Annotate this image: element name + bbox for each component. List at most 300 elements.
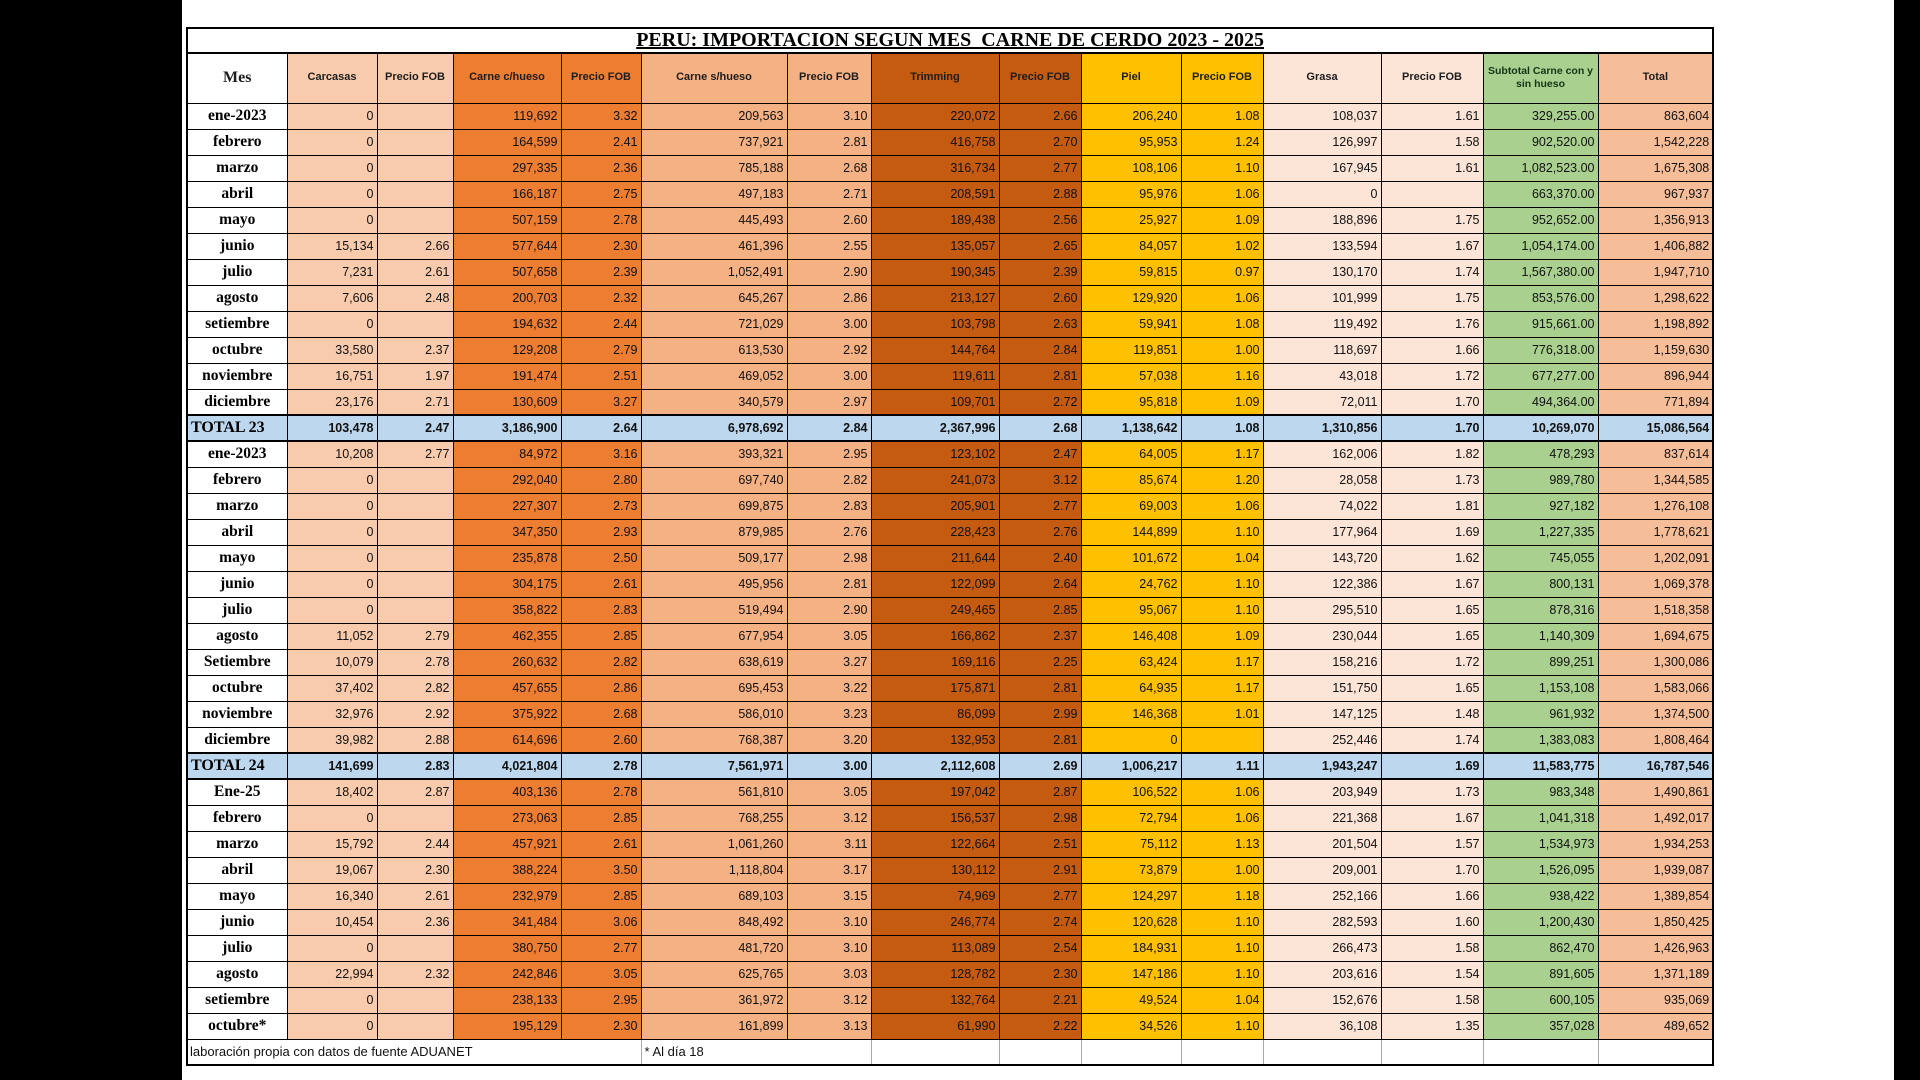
value-cell[interactable]: 1.61 xyxy=(1381,155,1483,181)
value-cell[interactable]: 0 xyxy=(1263,181,1381,207)
value-cell[interactable]: 0 xyxy=(287,545,377,571)
value-cell[interactable]: 1,052,491 xyxy=(641,259,787,285)
value-cell[interactable]: 1.72 xyxy=(1381,649,1483,675)
value-cell[interactable]: 260,632 xyxy=(453,649,561,675)
value-cell[interactable]: 645,267 xyxy=(641,285,787,311)
value-cell[interactable]: 57,038 xyxy=(1081,363,1181,389)
value-cell[interactable]: 2.65 xyxy=(999,233,1081,259)
value-cell[interactable]: 494,364.00 xyxy=(1483,389,1598,415)
month-cell[interactable]: marzo xyxy=(187,831,287,857)
value-cell[interactable]: 32,976 xyxy=(287,701,377,727)
value-cell[interactable]: 201,504 xyxy=(1263,831,1381,857)
value-cell[interactable]: 961,932 xyxy=(1483,701,1598,727)
value-cell[interactable]: 1.16 xyxy=(1181,363,1263,389)
value-cell[interactable]: 1.09 xyxy=(1181,389,1263,415)
value-cell[interactable]: 2.71 xyxy=(787,181,871,207)
month-cell[interactable]: febrero xyxy=(187,805,287,831)
value-cell[interactable]: 1,492,017 xyxy=(1598,805,1713,831)
value-cell[interactable]: 2.64 xyxy=(999,571,1081,597)
value-cell[interactable]: 1,344,585 xyxy=(1598,467,1713,493)
value-cell[interactable]: 1.06 xyxy=(1181,805,1263,831)
value-cell[interactable]: 2.75 xyxy=(561,181,641,207)
value-cell[interactable]: 120,628 xyxy=(1081,909,1181,935)
value-cell[interactable]: 938,422 xyxy=(1483,883,1598,909)
value-cell[interactable]: 2.73 xyxy=(561,493,641,519)
value-cell[interactable]: 1.65 xyxy=(1381,623,1483,649)
month-cell[interactable]: julio xyxy=(187,259,287,285)
col-header-carne-chueso[interactable]: Carne c/hueso xyxy=(453,53,561,103)
value-cell[interactable]: 2.61 xyxy=(377,259,453,285)
value-cell[interactable]: 124,297 xyxy=(1081,883,1181,909)
month-cell[interactable]: junio xyxy=(187,909,287,935)
value-cell[interactable]: 1.17 xyxy=(1181,675,1263,701)
value-cell[interactable]: 69,003 xyxy=(1081,493,1181,519)
value-cell[interactable]: 2.80 xyxy=(561,467,641,493)
value-cell[interactable]: 10,208 xyxy=(287,441,377,467)
value-cell[interactable]: 129,920 xyxy=(1081,285,1181,311)
value-cell[interactable]: 0 xyxy=(287,935,377,961)
value-cell[interactable]: 169,116 xyxy=(871,649,999,675)
value-cell[interactable]: 101,672 xyxy=(1081,545,1181,571)
value-cell[interactable]: 36,108 xyxy=(1263,1013,1381,1039)
value-cell[interactable]: 10,269,070 xyxy=(1483,415,1598,441)
value-cell[interactable]: 785,188 xyxy=(641,155,787,181)
value-cell[interactable]: 132,953 xyxy=(871,727,999,753)
value-cell[interactable]: 613,530 xyxy=(641,337,787,363)
value-cell[interactable] xyxy=(377,467,453,493)
value-cell[interactable]: 273,063 xyxy=(453,805,561,831)
value-cell[interactable]: 2.82 xyxy=(787,467,871,493)
value-cell[interactable]: 2.92 xyxy=(377,701,453,727)
value-cell[interactable]: 1,054,174.00 xyxy=(1483,233,1598,259)
value-cell[interactable]: 1,534,973 xyxy=(1483,831,1598,857)
value-cell[interactable]: 1.04 xyxy=(1181,987,1263,1013)
value-cell[interactable]: 2.82 xyxy=(377,675,453,701)
month-cell[interactable]: setiembre xyxy=(187,987,287,1013)
value-cell[interactable]: 1.67 xyxy=(1381,805,1483,831)
value-cell[interactable]: 86,099 xyxy=(871,701,999,727)
value-cell[interactable]: 119,692 xyxy=(453,103,561,129)
value-cell[interactable]: 1.06 xyxy=(1181,181,1263,207)
value-cell[interactable]: 2.98 xyxy=(787,545,871,571)
month-cell[interactable]: julio xyxy=(187,935,287,961)
value-cell[interactable]: 191,474 xyxy=(453,363,561,389)
value-cell[interactable]: 1,943,247 xyxy=(1263,753,1381,779)
value-cell[interactable]: 2.77 xyxy=(999,493,1081,519)
value-cell[interactable]: 2.88 xyxy=(999,181,1081,207)
value-cell[interactable]: 2.81 xyxy=(787,129,871,155)
value-cell[interactable]: 228,423 xyxy=(871,519,999,545)
value-cell[interactable]: 3.10 xyxy=(787,103,871,129)
value-cell[interactable]: 1,227,335 xyxy=(1483,519,1598,545)
value-cell[interactable]: 2.78 xyxy=(561,207,641,233)
value-cell[interactable]: 108,037 xyxy=(1263,103,1381,129)
value-cell[interactable] xyxy=(377,935,453,961)
value-cell[interactable]: 195,129 xyxy=(453,1013,561,1039)
value-cell[interactable]: 1.20 xyxy=(1181,467,1263,493)
value-cell[interactable]: 61,990 xyxy=(871,1013,999,1039)
value-cell[interactable] xyxy=(377,181,453,207)
value-cell[interactable]: 74,022 xyxy=(1263,493,1381,519)
value-cell[interactable]: 122,099 xyxy=(871,571,999,597)
value-cell[interactable]: 151,750 xyxy=(1263,675,1381,701)
value-cell[interactable]: 677,277.00 xyxy=(1483,363,1598,389)
month-cell[interactable]: junio xyxy=(187,571,287,597)
value-cell[interactable]: 295,510 xyxy=(1263,597,1381,623)
value-cell[interactable]: 721,029 xyxy=(641,311,787,337)
value-cell[interactable]: 143,720 xyxy=(1263,545,1381,571)
value-cell[interactable]: 119,492 xyxy=(1263,311,1381,337)
value-cell[interactable]: 1,939,087 xyxy=(1598,857,1713,883)
col-header-grasa[interactable]: Grasa xyxy=(1263,53,1381,103)
value-cell[interactable]: 15,792 xyxy=(287,831,377,857)
value-cell[interactable]: 2.51 xyxy=(999,831,1081,857)
value-cell[interactable]: 1.58 xyxy=(1381,935,1483,961)
value-cell[interactable]: 7,231 xyxy=(287,259,377,285)
value-cell[interactable]: 2.85 xyxy=(561,805,641,831)
value-cell[interactable]: 3.12 xyxy=(787,805,871,831)
value-cell[interactable]: 75,112 xyxy=(1081,831,1181,857)
value-cell[interactable]: 3.03 xyxy=(787,961,871,987)
value-cell[interactable]: 625,765 xyxy=(641,961,787,987)
value-cell[interactable]: 123,102 xyxy=(871,441,999,467)
value-cell[interactable]: 0.97 xyxy=(1181,259,1263,285)
value-cell[interactable]: 0 xyxy=(287,103,377,129)
value-cell[interactable]: 489,652 xyxy=(1598,1013,1713,1039)
value-cell[interactable]: 3.32 xyxy=(561,103,641,129)
value-cell[interactable]: 1.60 xyxy=(1381,909,1483,935)
value-cell[interactable]: 0 xyxy=(287,207,377,233)
value-cell[interactable]: 2.47 xyxy=(999,441,1081,467)
value-cell[interactable]: 2.88 xyxy=(377,727,453,753)
value-cell[interactable]: 0 xyxy=(287,805,377,831)
col-header-subtotal-carne[interactable]: Subtotal Carne con y sin hueso xyxy=(1483,53,1598,103)
value-cell[interactable]: 203,949 xyxy=(1263,779,1381,805)
value-cell[interactable]: 837,614 xyxy=(1598,441,1713,467)
value-cell[interactable]: 1.02 xyxy=(1181,233,1263,259)
value-cell[interactable]: 461,396 xyxy=(641,233,787,259)
value-cell[interactable]: 695,453 xyxy=(641,675,787,701)
value-cell[interactable]: 1,389,854 xyxy=(1598,883,1713,909)
value-cell[interactable]: 184,931 xyxy=(1081,935,1181,961)
value-cell[interactable]: 147,125 xyxy=(1263,701,1381,727)
value-cell[interactable] xyxy=(377,1013,453,1039)
value-cell[interactable]: 457,921 xyxy=(453,831,561,857)
col-header-carne-shueso[interactable]: Carne s/hueso xyxy=(641,53,787,103)
value-cell[interactable]: 2.60 xyxy=(561,727,641,753)
value-cell[interactable]: 663,370.00 xyxy=(1483,181,1598,207)
value-cell[interactable]: 2.54 xyxy=(999,935,1081,961)
value-cell[interactable]: 1.06 xyxy=(1181,779,1263,805)
month-cell[interactable]: mayo xyxy=(187,207,287,233)
value-cell[interactable]: 1,808,464 xyxy=(1598,727,1713,753)
value-cell[interactable]: 203,616 xyxy=(1263,961,1381,987)
value-cell[interactable]: 2.77 xyxy=(999,883,1081,909)
value-cell[interactable]: 19,067 xyxy=(287,857,377,883)
col-header-precio-fob-3[interactable]: Precio FOB xyxy=(787,53,871,103)
value-cell[interactable]: 1.67 xyxy=(1381,233,1483,259)
value-cell[interactable]: 2.92 xyxy=(787,337,871,363)
month-cell[interactable]: Ene-25 xyxy=(187,779,287,805)
value-cell[interactable]: 2.60 xyxy=(787,207,871,233)
col-header-mes[interactable]: Mes xyxy=(187,53,287,103)
value-cell[interactable]: 39,982 xyxy=(287,727,377,753)
value-cell[interactable]: 2.61 xyxy=(377,883,453,909)
value-cell[interactable]: 1.08 xyxy=(1181,311,1263,337)
value-cell[interactable] xyxy=(377,103,453,129)
value-cell[interactable]: 4,021,804 xyxy=(453,753,561,779)
value-cell[interactable]: 1.66 xyxy=(1381,883,1483,909)
value-cell[interactable]: 72,011 xyxy=(1263,389,1381,415)
value-cell[interactable]: 1.74 xyxy=(1381,259,1483,285)
value-cell[interactable]: 1,934,253 xyxy=(1598,831,1713,857)
value-cell[interactable]: 7,606 xyxy=(287,285,377,311)
value-cell[interactable]: 130,170 xyxy=(1263,259,1381,285)
value-cell[interactable]: 3.20 xyxy=(787,727,871,753)
value-cell[interactable]: 103,478 xyxy=(287,415,377,441)
value-cell[interactable]: 49,524 xyxy=(1081,987,1181,1013)
value-cell[interactable]: 1.73 xyxy=(1381,779,1483,805)
value-cell[interactable]: 2.77 xyxy=(999,155,1081,181)
value-cell[interactable]: 1.67 xyxy=(1381,571,1483,597)
value-cell[interactable]: 1.10 xyxy=(1181,155,1263,181)
value-cell[interactable]: 3.11 xyxy=(787,831,871,857)
value-cell[interactable]: 1.10 xyxy=(1181,961,1263,987)
value-cell[interactable]: 2.68 xyxy=(561,701,641,727)
value-cell[interactable]: 380,750 xyxy=(453,935,561,961)
value-cell[interactable]: 2.84 xyxy=(999,337,1081,363)
value-cell[interactable]: 952,652.00 xyxy=(1483,207,1598,233)
value-cell[interactable]: 1.08 xyxy=(1181,415,1263,441)
col-header-precio-fob-5[interactable]: Precio FOB xyxy=(1181,53,1263,103)
value-cell[interactable]: 1,374,500 xyxy=(1598,701,1713,727)
col-header-carcasas[interactable]: Carcasas xyxy=(287,53,377,103)
value-cell[interactable]: 507,159 xyxy=(453,207,561,233)
value-cell[interactable]: 84,057 xyxy=(1081,233,1181,259)
value-cell[interactable]: 188,896 xyxy=(1263,207,1381,233)
value-cell[interactable]: 2.61 xyxy=(561,571,641,597)
value-cell[interactable]: 161,899 xyxy=(641,1013,787,1039)
value-cell[interactable]: 1.57 xyxy=(1381,831,1483,857)
value-cell[interactable]: 358,822 xyxy=(453,597,561,623)
value-cell[interactable]: 1.75 xyxy=(1381,207,1483,233)
value-cell[interactable]: 1,526,095 xyxy=(1483,857,1598,883)
value-cell[interactable]: 416,758 xyxy=(871,129,999,155)
value-cell[interactable]: 462,355 xyxy=(453,623,561,649)
value-cell[interactable]: 1,300,086 xyxy=(1598,649,1713,675)
value-cell[interactable]: 1.76 xyxy=(1381,311,1483,337)
value-cell[interactable]: 341,484 xyxy=(453,909,561,935)
value-cell[interactable]: 3,186,900 xyxy=(453,415,561,441)
value-cell[interactable]: 2.86 xyxy=(561,675,641,701)
value-cell[interactable]: 1.10 xyxy=(1181,1013,1263,1039)
value-cell[interactable]: 1.72 xyxy=(1381,363,1483,389)
value-cell[interactable]: 2.86 xyxy=(787,285,871,311)
value-cell[interactable]: 2.30 xyxy=(561,233,641,259)
value-cell[interactable]: 3.12 xyxy=(787,987,871,1013)
value-cell[interactable]: 1.18 xyxy=(1181,883,1263,909)
value-cell[interactable]: 297,335 xyxy=(453,155,561,181)
value-cell[interactable] xyxy=(377,129,453,155)
value-cell[interactable]: 0 xyxy=(287,571,377,597)
value-cell[interactable]: 59,941 xyxy=(1081,311,1181,337)
value-cell[interactable]: 1.10 xyxy=(1181,909,1263,935)
value-cell[interactable]: 2.39 xyxy=(561,259,641,285)
value-cell[interactable]: 1.61 xyxy=(1381,103,1483,129)
value-cell[interactable]: 1,850,425 xyxy=(1598,909,1713,935)
value-cell[interactable]: 375,922 xyxy=(453,701,561,727)
month-cell[interactable]: ene-2023 xyxy=(187,441,287,467)
value-cell[interactable]: 1,118,804 xyxy=(641,857,787,883)
value-cell[interactable]: 2.82 xyxy=(561,649,641,675)
value-cell[interactable]: 1,198,892 xyxy=(1598,311,1713,337)
value-cell[interactable]: 1.04 xyxy=(1181,545,1263,571)
value-cell[interactable]: 3.23 xyxy=(787,701,871,727)
value-cell[interactable]: 1.10 xyxy=(1181,935,1263,961)
value-cell[interactable]: 745,055 xyxy=(1483,545,1598,571)
value-cell[interactable]: 241,073 xyxy=(871,467,999,493)
value-cell[interactable]: 10,454 xyxy=(287,909,377,935)
value-cell[interactable]: 64,935 xyxy=(1081,675,1181,701)
value-cell[interactable]: 2.78 xyxy=(561,753,641,779)
value-cell[interactable]: 1.65 xyxy=(1381,675,1483,701)
value-cell[interactable]: 18,402 xyxy=(287,779,377,805)
value-cell[interactable]: 1.13 xyxy=(1181,831,1263,857)
value-cell[interactable]: 197,042 xyxy=(871,779,999,805)
value-cell[interactable]: 1,069,378 xyxy=(1598,571,1713,597)
value-cell[interactable]: 519,494 xyxy=(641,597,787,623)
value-cell[interactable]: 129,208 xyxy=(453,337,561,363)
value-cell[interactable]: 164,599 xyxy=(453,129,561,155)
value-cell[interactable]: 235,878 xyxy=(453,545,561,571)
value-cell[interactable]: 205,901 xyxy=(871,493,999,519)
value-cell[interactable]: 130,609 xyxy=(453,389,561,415)
value-cell[interactable]: 119,851 xyxy=(1081,337,1181,363)
value-cell[interactable]: 677,954 xyxy=(641,623,787,649)
value-cell[interactable]: 1.70 xyxy=(1381,415,1483,441)
value-cell[interactable]: 1,041,318 xyxy=(1483,805,1598,831)
value-cell[interactable]: 22,994 xyxy=(287,961,377,987)
value-cell[interactable]: 1,298,622 xyxy=(1598,285,1713,311)
value-cell[interactable]: 2.68 xyxy=(787,155,871,181)
value-cell[interactable]: 109,701 xyxy=(871,389,999,415)
value-cell[interactable]: 2.81 xyxy=(787,571,871,597)
value-cell[interactable]: 1.10 xyxy=(1181,519,1263,545)
value-cell[interactable]: 230,044 xyxy=(1263,623,1381,649)
value-cell[interactable]: 28,058 xyxy=(1263,467,1381,493)
value-cell[interactable]: 1.17 xyxy=(1181,649,1263,675)
value-cell[interactable]: 304,175 xyxy=(453,571,561,597)
value-cell[interactable]: 1,371,189 xyxy=(1598,961,1713,987)
value-cell[interactable]: 1,006,217 xyxy=(1081,753,1181,779)
value-cell[interactable]: 329,255.00 xyxy=(1483,103,1598,129)
value-cell[interactable]: 2.32 xyxy=(377,961,453,987)
value-cell[interactable]: 211,644 xyxy=(871,545,999,571)
value-cell[interactable]: 16,787,546 xyxy=(1598,753,1713,779)
value-cell[interactable]: 915,661.00 xyxy=(1483,311,1598,337)
value-cell[interactable]: 15,086,564 xyxy=(1598,415,1713,441)
value-cell[interactable]: 23,176 xyxy=(287,389,377,415)
value-cell[interactable]: 445,493 xyxy=(641,207,787,233)
value-cell[interactable]: 10,079 xyxy=(287,649,377,675)
value-cell[interactable]: 266,473 xyxy=(1263,935,1381,961)
value-cell[interactable]: 697,740 xyxy=(641,467,787,493)
value-cell[interactable]: 771,894 xyxy=(1598,389,1713,415)
value-cell[interactable]: 1.01 xyxy=(1181,701,1263,727)
value-cell[interactable]: 2.72 xyxy=(999,389,1081,415)
value-cell[interactable]: 1.54 xyxy=(1381,961,1483,987)
value-cell[interactable]: 388,224 xyxy=(453,857,561,883)
value-cell[interactable]: 2.77 xyxy=(561,935,641,961)
value-cell[interactable]: 84,972 xyxy=(453,441,561,467)
value-cell[interactable]: 1,202,091 xyxy=(1598,545,1713,571)
value-cell[interactable]: 1,356,913 xyxy=(1598,207,1713,233)
value-cell[interactable]: 935,069 xyxy=(1598,987,1713,1013)
value-cell[interactable]: 347,350 xyxy=(453,519,561,545)
value-cell[interactable]: 16,340 xyxy=(287,883,377,909)
value-cell[interactable]: 144,764 xyxy=(871,337,999,363)
value-cell[interactable]: 2.41 xyxy=(561,129,641,155)
value-cell[interactable]: 11,583,775 xyxy=(1483,753,1598,779)
value-cell[interactable]: 3.27 xyxy=(787,649,871,675)
value-cell[interactable]: 2.97 xyxy=(787,389,871,415)
value-cell[interactable]: 699,875 xyxy=(641,493,787,519)
value-cell[interactable]: 2.81 xyxy=(999,675,1081,701)
value-cell[interactable]: 246,774 xyxy=(871,909,999,935)
month-cell[interactable]: febrero xyxy=(187,467,287,493)
value-cell[interactable]: 983,348 xyxy=(1483,779,1598,805)
value-cell[interactable]: 1.69 xyxy=(1381,519,1483,545)
value-cell[interactable]: 2.90 xyxy=(787,597,871,623)
month-cell[interactable]: TOTAL 24 xyxy=(187,753,287,779)
value-cell[interactable]: 403,136 xyxy=(453,779,561,805)
value-cell[interactable] xyxy=(377,597,453,623)
value-cell[interactable]: 891,605 xyxy=(1483,961,1598,987)
value-cell[interactable]: 1.10 xyxy=(1181,597,1263,623)
value-cell[interactable]: 927,182 xyxy=(1483,493,1598,519)
value-cell[interactable]: 2.85 xyxy=(999,597,1081,623)
value-cell[interactable]: 1.24 xyxy=(1181,129,1263,155)
value-cell[interactable]: 896,944 xyxy=(1598,363,1713,389)
value-cell[interactable] xyxy=(1181,727,1263,753)
value-cell[interactable]: 2.36 xyxy=(377,909,453,935)
value-cell[interactable]: 6,978,692 xyxy=(641,415,787,441)
value-cell[interactable]: 2,112,608 xyxy=(871,753,999,779)
value-cell[interactable]: 2.74 xyxy=(999,909,1081,935)
value-cell[interactable]: 190,345 xyxy=(871,259,999,285)
value-cell[interactable]: 878,316 xyxy=(1483,597,1598,623)
value-cell[interactable]: 2.21 xyxy=(999,987,1081,1013)
month-cell[interactable]: octubre xyxy=(187,675,287,701)
value-cell[interactable]: 141,699 xyxy=(287,753,377,779)
value-cell[interactable]: 1.06 xyxy=(1181,285,1263,311)
title-cell[interactable] xyxy=(187,28,1713,53)
value-cell[interactable]: 1.75 xyxy=(1381,285,1483,311)
value-cell[interactable]: 2.87 xyxy=(999,779,1081,805)
value-cell[interactable]: 561,810 xyxy=(641,779,787,805)
value-cell[interactable]: 1,082,523.00 xyxy=(1483,155,1598,181)
value-cell[interactable]: 1,694,675 xyxy=(1598,623,1713,649)
value-cell[interactable]: 0 xyxy=(287,519,377,545)
col-header-precio-fob-1[interactable]: Precio FOB xyxy=(377,53,453,103)
value-cell[interactable]: 737,921 xyxy=(641,129,787,155)
value-cell[interactable]: 2.83 xyxy=(377,753,453,779)
value-cell[interactable]: 95,976 xyxy=(1081,181,1181,207)
value-cell[interactable] xyxy=(377,207,453,233)
value-cell[interactable]: 509,177 xyxy=(641,545,787,571)
value-cell[interactable]: 166,862 xyxy=(871,623,999,649)
value-cell[interactable]: 1.00 xyxy=(1181,857,1263,883)
